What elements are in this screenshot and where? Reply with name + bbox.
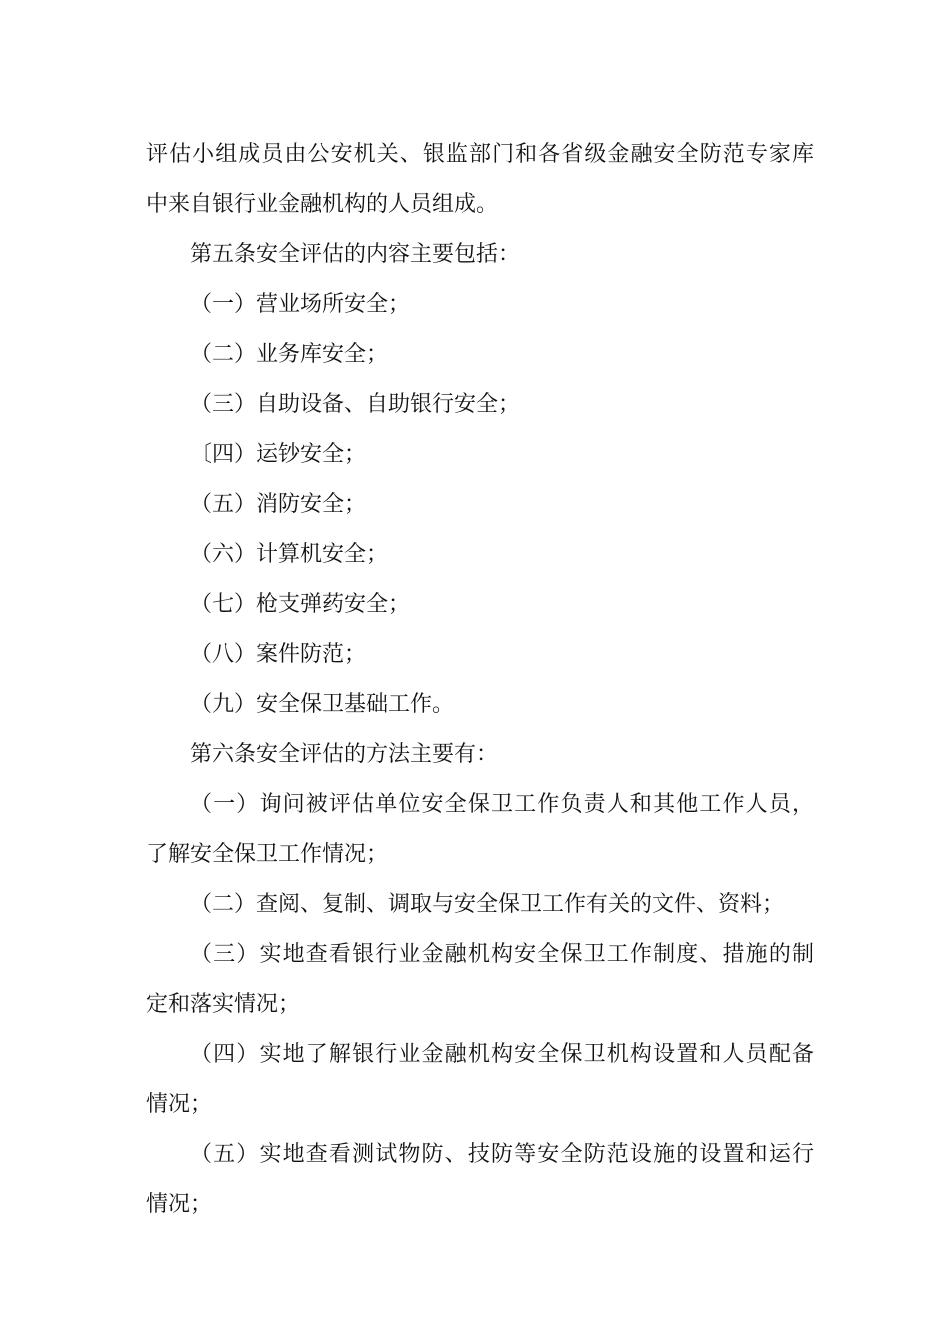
list-item: （六）计算机安全； — [190, 542, 389, 567]
list-item: （一）营业场所安全； — [190, 292, 411, 317]
list-item: （一）询问被评估单位安全保卫工作负责人和其他工作人员， — [190, 792, 814, 817]
article-heading: 第五条安全评估的内容主要包括： — [190, 242, 521, 267]
list-item: 〔四）运钞安全； — [190, 442, 367, 467]
list-item: （九）安全保卫基础工作。 — [190, 692, 455, 717]
paragraph-line: 评估小组成员由公安机关、银监部门和各省级金融安全防范专家库 — [146, 142, 814, 167]
list-item: （五）实地查看测试物防、技防等安全防范设施的设置和运行 — [190, 1142, 814, 1167]
paragraph-line: 情况； — [146, 1192, 213, 1217]
paragraph-line: 定和落实情况； — [146, 992, 301, 1017]
list-item: （四）实地了解银行业金融机构安全保卫机构设置和人员配备 — [190, 1042, 814, 1067]
article-heading: 第六条安全评估的方法主要有： — [190, 742, 499, 767]
paragraph-line: 中来自银行业金融机构的人员组成。 — [146, 192, 499, 217]
list-item: （二）查阅、复制、调取与安全保卫工作有关的文件、资料； — [190, 892, 785, 917]
paragraph-line: 了解安全保卫工作情况； — [146, 842, 389, 867]
document-body — [146, 130, 814, 1230]
list-item: （七）枪支弹药安全； — [190, 592, 411, 617]
list-item: （三）实地查看银行业金融机构安全保卫工作制度、措施的制 — [190, 942, 814, 967]
list-item: （五）消防安全； — [190, 492, 367, 517]
list-item: （八）案件防范； — [190, 642, 367, 667]
paragraph-line: 情况； — [146, 1092, 213, 1117]
list-item: （二）业务库安全； — [190, 342, 389, 367]
list-item: （三）自助设备、自助银行安全； — [190, 392, 521, 417]
